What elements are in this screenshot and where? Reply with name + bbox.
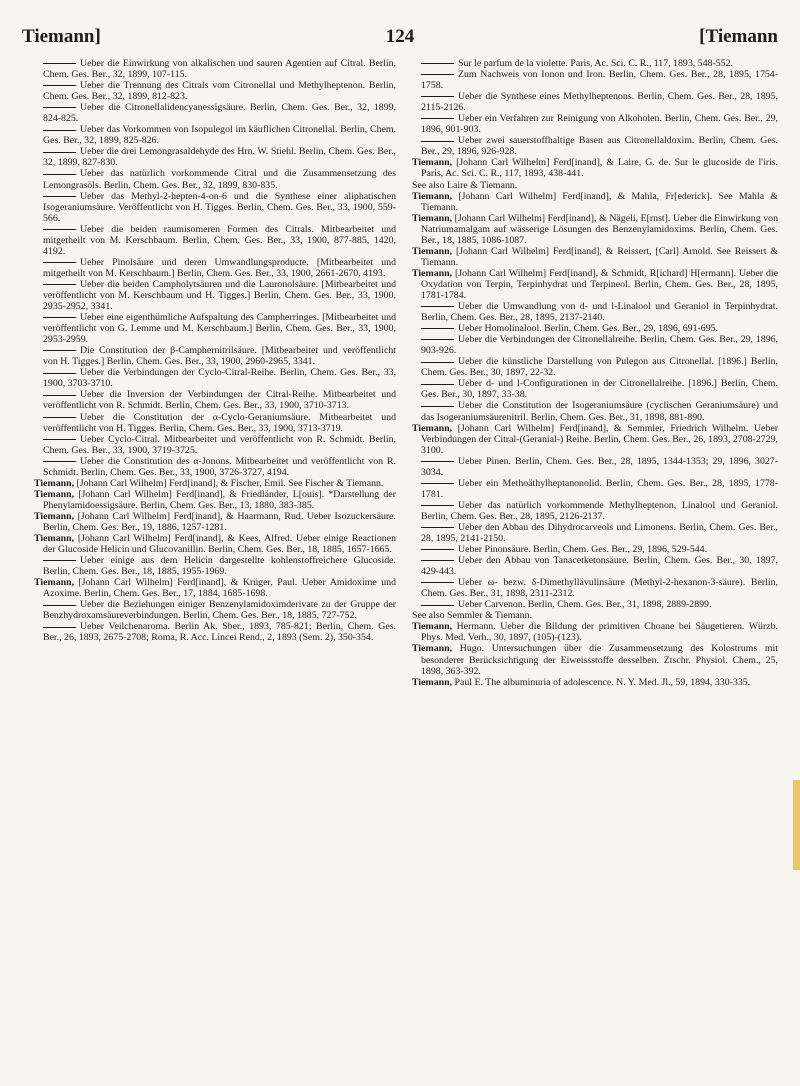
entry-text: Ueber die Inversion der Verbindungen der Citral-Reihe. Mitbearbeitet und veröffentlicht von R. Schmidt. Berlin, Chem. Ges. Ber., 33, 1900, 3710-3713. <box>43 389 396 412</box>
bibliography-sub-entry <box>412 91 778 113</box>
entry-text: Die Constitution der β-Camphernitrilsäure. [Mitbearbeitet und veröffentlicht von H. Tigges.] Berlin, Chem. Ges. Ber., 33, 1900, 2960-2965, 3341. <box>43 345 396 368</box>
entry-text: Ueber die Citronellalidencyanessigsäure. Berlin, Chem. Ges. Ber., 32, 1899, 824-825. <box>43 102 396 125</box>
entry-text: Ueber einige aus dem Helicin dargestellte kohlenstoffreichere Glucoside. Berlin, Chem. Ges. Ber., 18, 1885, 1955-1969. <box>43 555 396 578</box>
bibliography-sub-entry <box>34 191 396 224</box>
entry-text: [Johann Carl Wilhelm] Ferd[inand], & Haarmann, Rud. Ueber Isozuckersäure. Berlin, Chem. Ges. Ber., 19, 1886, 1257-1281. <box>43 510 396 533</box>
author-name: Tiemann, <box>34 533 75 545</box>
bibliography-sub-entry <box>412 334 778 356</box>
bibliography-sub-entry <box>412 356 778 378</box>
entry-text: Ueber Carvenon. Berlin, Chem. Ges. Ber., 31, 1898, 2889-2899. <box>458 599 712 611</box>
entry-text: Ueber die künstliche Darstellung von Pulegon aus Citronellal. [1896.] Berlin, Chem. Ges. Ber., 30, 1897, 22-32. <box>421 356 778 379</box>
bibliography-sub-entry <box>34 412 396 434</box>
entry-text: Ueber den Abbau von Tanacetketonsäure. Berlin, Chem. Ges. Ber., 30, 1897, 429-443. <box>421 555 778 578</box>
entry-text: Ueber d- und l-Configurationen in der Citronellalreihe. [1896.] Berlin, Chem. Ges. Ber., 30, 1897, 33-38. <box>421 378 778 401</box>
bibliography-sub-entry <box>412 323 778 334</box>
entry-text: Ueber die Einwirkung von alkalischen und sauren Agentien auf Citral. Berlin, Chem. Ges. Ber., 32, 1899, 107-115. <box>43 58 396 81</box>
entry-text: [Johann Carl Wilhelm] Ferd[inand], & Kees, Alfred. Ueber einige Reactionen der Glucoside Helicin und Glucovanillin. Berlin, Chem. Ges. Ber., 18, 1885, 1657-1665. <box>43 533 397 556</box>
header-right: [Tiemann <box>699 26 778 47</box>
entry-text: See also Laire & Tiemann. <box>412 179 518 191</box>
bibliography-sub-entry <box>34 389 396 411</box>
author-name: Tiemann, <box>34 488 75 500</box>
author-name: Tiemann, <box>412 422 453 434</box>
bibliography-entry <box>412 643 778 676</box>
bibliography-sub-entry <box>412 135 778 157</box>
entry-text: Ueber Veilchenaroma. Berlin Ak. Sber., 1893, 785-821; Berlin, Chem. Ges. Ber., 26, 1893, 2675-2708; Roma, R. Acc. Lincei Rend., 2, 1893 (Sem. 2), 350-354. <box>43 621 396 644</box>
author-name: Tiemann, <box>412 212 453 224</box>
bibliography-sub-entry <box>34 555 396 577</box>
author-name: Tiemann, <box>412 245 453 257</box>
entry-text: Zum Nachweis von Ionon und Iron. Berlin, Chem. Ges. Ber., 28, 1895, 1754-1758. <box>421 69 778 92</box>
bibliography-entry <box>412 677 778 688</box>
bibliography-sub-entry <box>412 113 778 135</box>
entry-text: Ueber die Verbindungen der Cyclo-Citral-Reihe. Berlin, Chem. Ges. Ber., 33, 1900, 3703-3710. <box>43 367 396 390</box>
entry-text: [Johann Carl Wilhelm] Ferd[inand], & Fischer, Emil. See Fischer & Tiemann. <box>76 477 384 489</box>
bibliography-sub-entry <box>34 80 396 102</box>
bibliography-sub-entry <box>34 312 396 345</box>
bibliography-sub-entry <box>34 168 396 190</box>
bibliography-entry <box>412 213 778 246</box>
left-column <box>34 58 396 643</box>
bibliography-sub-entry <box>34 257 396 279</box>
bibliography-entry <box>412 191 778 213</box>
bibliography-sub-entry <box>412 544 778 555</box>
entry-text: Sur le parfum de la violette. Paris, Ac. Sci. C. R., 117, 1893, 548-552. <box>458 58 733 69</box>
page-number: 124 <box>385 26 415 47</box>
bibliography-sub-entry <box>34 224 396 257</box>
entry-text: [Johann Carl Wilhelm] Ferd[inand], & Krüger, Paul. Ueber Amidoxime und Azoxime. Berlin, Chem. Ges. Ber., 17, 1884, 1685-1698. <box>43 577 396 600</box>
entry-text: Ueber die Constitution der α-Cyclo-Geraniumsäure. Mitbearbeitet und veröffentlicht von H. Tigges. Berlin, Chem. Ges. Ber., 33, 1900, 3713-3719. <box>43 411 396 434</box>
page-header <box>22 26 778 52</box>
bibliography-sub-entry <box>34 102 396 124</box>
author-name: Tiemann, <box>412 190 453 202</box>
entry-text: Ueber eine eigenthümliche Aufspaltung des Campherringes. [Mitbearbeitet und veröffentlicht von G. Lemme und M. Kerschbaum.] Berlin, Chem. Ges. Ber., 33, 1900, 2953-2959. <box>43 312 396 346</box>
entry-text: Ueber Pinolsäure und deren Umwandlungsproducte. [Mitbearbeitet und mitgetheilt von M. Kerschbaum.] Berlin, Chem. Ges. Ber., 33, 1900, 2661-2670, 4193. <box>43 256 396 279</box>
bibliography-sub-entry <box>34 456 396 478</box>
bibliography-entry <box>34 511 396 533</box>
bibliography-sub-entry <box>412 378 778 400</box>
entry-text: Ueber Homolinalool. Berlin, Chem. Ges. Ber., 29, 1896, 691-695. <box>458 323 719 335</box>
bibliography-sub-entry <box>412 500 778 522</box>
author-name: Tiemann, <box>412 267 453 279</box>
entry-text: See also Semmler & Tiemann. <box>412 610 533 622</box>
author-name: Tiemann, <box>34 510 75 522</box>
author-name: Tiemann, <box>412 157 453 169</box>
bibliography-sub-entry <box>34 279 396 312</box>
bibliography-sub-entry <box>412 478 778 500</box>
entry-text: Ueber das natürlich vorkommende Citral und die Zusammensetzung des Lemongrasöls. Berlin, Chem. Ges. Ber., 32, 1899, 830-835. <box>43 168 396 191</box>
entry-text: [Johann Carl Wilhelm] Ferd[inand], & Laire, G. de. Sur le glucoside de l'iris. Paris, Ac. Sci. C. R., 117, 1893, 438-441. <box>421 157 778 180</box>
bibliography-sub-entry <box>412 400 778 422</box>
bibliography-sub-entry <box>34 621 396 643</box>
entry-text: Ueber das natürlich vorkommende Methylheptenon, Linalool und Geraniol. Berlin, Chem. Ges. Ber., 28, 1895, 2126-2137. <box>421 499 778 522</box>
entry-text: Ueber die Umwandlung von d- und l-Linalool und Geraniol in Terpinhydrat. Berlin, Chem. Ges. Ber., 28, 1895, 2137-2140. <box>421 301 778 324</box>
entry-text: Ueber die Constitution des α-Jonons. Mitbearbeitet und veröffentlicht von R. Schmidt. Berlin, Chem. Ges. Ber., 33, 1900, 3726-3727, 4194. <box>43 455 396 478</box>
bibliography-entry <box>34 478 396 489</box>
bibliography-entry <box>412 268 778 301</box>
entry-text: Ueber die Synthese eines Methylheptenons. Berlin, Chem. Ges. Ber., 28, 1895, 2115-2126. <box>421 91 778 114</box>
bibliography-entry <box>34 533 396 555</box>
author-name: Tiemann, <box>412 643 453 655</box>
entry-text: Hermann. Ueber die Bildung der primitiven Choane bei Säugetieren. Würzb. Phys. Med. Verh., 30, 1897, (105)-(123). <box>421 621 778 644</box>
bibliography-sub-entry <box>34 599 396 621</box>
bibliography-sub-entry <box>34 58 396 80</box>
entry-text: [Johann Carl Wilhelm] Ferd[inand], & Friedländer, L[ouis]. *Darstellung der Phenylamidoessigsäure. Berlin, Chem. Ges. Ber., 13, 1880, 383-385. <box>43 488 396 511</box>
bibliography-sub-entry <box>34 367 396 389</box>
entry-text: Paul E. The albuminuria of adolescence. N. Y. Med. Jl., 59, 1894, 330-335. <box>454 676 751 688</box>
author-name: Tiemann, <box>34 577 75 589</box>
author-name: Tiemann, <box>412 621 453 633</box>
entry-text: Ueber die beiden raumisomeren Formen des Citrals. Mitbearbeitet und mitgetheilt von M. Kerschbaum. Berlin, Chem. Ges. Ber., 33, 1900, 877-885, 1420, 4192. <box>43 223 396 257</box>
entry-text: Ueber die Trennung des Citrals vom Citronellal und Methylheptenon. Berlin, Chem. Ges. Ber., 32, 1899, 812-823. <box>43 80 396 103</box>
bibliography-entry <box>34 489 396 511</box>
entry-text: Ueber die Constitution der Isogeraniumsäure (cyclischen Geraniumsäure) und das Isogeraniumsäurenitril. Berlin, Chem. Ges. Ber., 31, 1898, 881-890. <box>421 400 778 423</box>
entry-text: Ueber zwei sauerstoffhaltige Basen aus Citronellaldoxim. Berlin, Chem. Ges. Ber., 29, 1896, 926-928. <box>421 135 778 158</box>
bibliography-sub-entry <box>412 577 778 599</box>
bibliography-sub-entry <box>34 146 396 168</box>
entry-text: Hugo. Untersuchungen über die Zusammensetzung des Kolostrums mit besonderer Berücksichtigung der Eiweissstoffe desselben. Ztschr. Physiol. Chem., 25, 1898, 363-392. <box>421 643 778 677</box>
entry-text: [Johann Carl Wilhelm] Ferd[inand], & Nägeli, E[rnst]. Ueber die Einwirkung von Natriumamalgam auf wässerige Lösungen des Benzenylamidoxims. Berlin, Chem. Ges. Ber., 18, 1885, 1086-1087. <box>421 212 778 246</box>
bibliography-sub-entry <box>412 301 778 323</box>
entry-text: Ueber Pinonsäure. Berlin, Chem. Ges. Ber., 29, 1896, 529-544. <box>458 544 708 556</box>
entry-text: Ueber ω- bezw. δ-Dimethyllävulinsäure (Methyl-2-hexanon-3-säure). Berlin, Chem. Ges. Ber., 31, 1898, 2311-2312. <box>421 577 778 600</box>
bibliography-sub-entry <box>412 69 778 91</box>
bibliography-sub-entry <box>412 58 778 69</box>
entry-text: Ueber ein Methoäthylheptanonolid. Berlin, Chem. Ges. Ber., 28, 1895, 1778-1781. <box>421 477 778 500</box>
page-edge-tab <box>793 780 800 870</box>
entry-text: [Johann Carl Wilhelm] Ferd[inand], & Semmler, Friedrich Wilhelm. Ueber Verbindungen der Citral-(Geranial-) Reihe. Berlin, Chem. Ges. Ber., 26, 1893, 2708-2729, 3100. <box>421 422 778 456</box>
entry-text: Ueber die beiden Campholytsäuren und die Lauronolsäure. [Mitbearbeitet und veröffentlicht von M. Kerschbaum und H. Tigges.] Berlin, Chem. Ges. Ber., 33, 1900, 2935-2952, 3341. <box>43 278 396 313</box>
entry-text: Ueber Cyclo-Citral. Mitbearbeitet und veröffentlicht von R. Schmidt. Berlin, Chem. Ges. Ber., 33, 1900, 3719-3725. <box>43 433 396 456</box>
entry-text: Ueber das Methyl-2-hepten-4-on-6 und die Synthese einer aliphatischen Isogeraniumsäure. Veröffentlicht von H. Tigges. Berlin, Chem. Ges. Ber., 33, 1900, 559-566. <box>43 190 396 224</box>
entry-text: Ueber ein Verfahren zur Reinigung von Alkoholen. Berlin, Chem. Ges. Ber., 29, 1896, 901-903. <box>421 113 778 136</box>
right-column <box>412 58 778 688</box>
entry-text: [Johann Carl Wilhelm] Ferd[inand], & Mahla, Fr[ederick]. See Mahla & Tiemann. <box>421 190 778 213</box>
entry-text: [Johann Carl Wilhelm] Ferd[inand], & Reissert, [Carl] Arnold. See Reissert & Tiemann. <box>421 245 778 268</box>
bibliography-entry <box>412 621 778 643</box>
author-name: Tiemann, <box>34 477 75 489</box>
bibliography-sub-entry <box>412 522 778 544</box>
see-also-reference <box>412 610 778 621</box>
bibliography-sub-entry <box>412 599 778 610</box>
entry-text: Ueber Pinen. Berlin, Chem. Ges. Ber., 28, 1895, 1344-1353; 29, 1896, 3027-3034. <box>421 455 778 478</box>
entry-text: [Johann Carl Wilhelm] Ferd[inand], & Schmidt, R[ichard] H[ermann]. Ueber die Oxydation von Terpin, Terpinhydrat und Terpineol. Berlin, Chem. Ges. Ber., 28, 1895, 1781-1784. <box>421 267 778 301</box>
bibliography-entry <box>412 246 778 268</box>
bibliography-sub-entry <box>34 124 396 146</box>
author-name: Tiemann, <box>412 676 453 688</box>
header-left: Tiemann] <box>22 26 101 47</box>
entry-text: Ueber die drei Lemongrasaldehyde des Hrn. W. Stiehl. Berlin, Chem. Ges. Ber., 32, 1899, 827-830. <box>43 146 396 169</box>
bibliography-sub-entry <box>412 555 778 577</box>
entry-text: Ueber die Verbindungen der Citronellalreihe. Berlin, Chem. Ges. Ber., 29, 1896, 903-926. <box>421 334 778 357</box>
entry-text: Ueber die Beziehungen einiger Benzenylamidoximderivate zu der Gruppe der Benzhydroxamsäureverbindungen. Berlin, Chem. Ges. Ber., 18, 1885, 727-752. <box>43 599 396 622</box>
bibliography-sub-entry <box>412 456 778 478</box>
entry-text: Ueber das Vorkommen von Isopulegol im käuflichen Citronellal. Berlin, Chem. Ges. Ber., 32, 1899, 825-826. <box>43 124 396 147</box>
bibliography-sub-entry <box>34 345 396 367</box>
bibliography-entry <box>34 577 396 599</box>
entry-text: Ueber den Abbau des Dihydrocarveols und Limonens. Berlin, Chem. Ges. Ber., 28, 1895, 2141-2150. <box>421 521 778 545</box>
bibliography-entry <box>412 423 778 456</box>
bibliography-sub-entry <box>34 434 396 456</box>
bibliography-entry <box>412 157 778 179</box>
see-also-reference <box>412 180 778 191</box>
